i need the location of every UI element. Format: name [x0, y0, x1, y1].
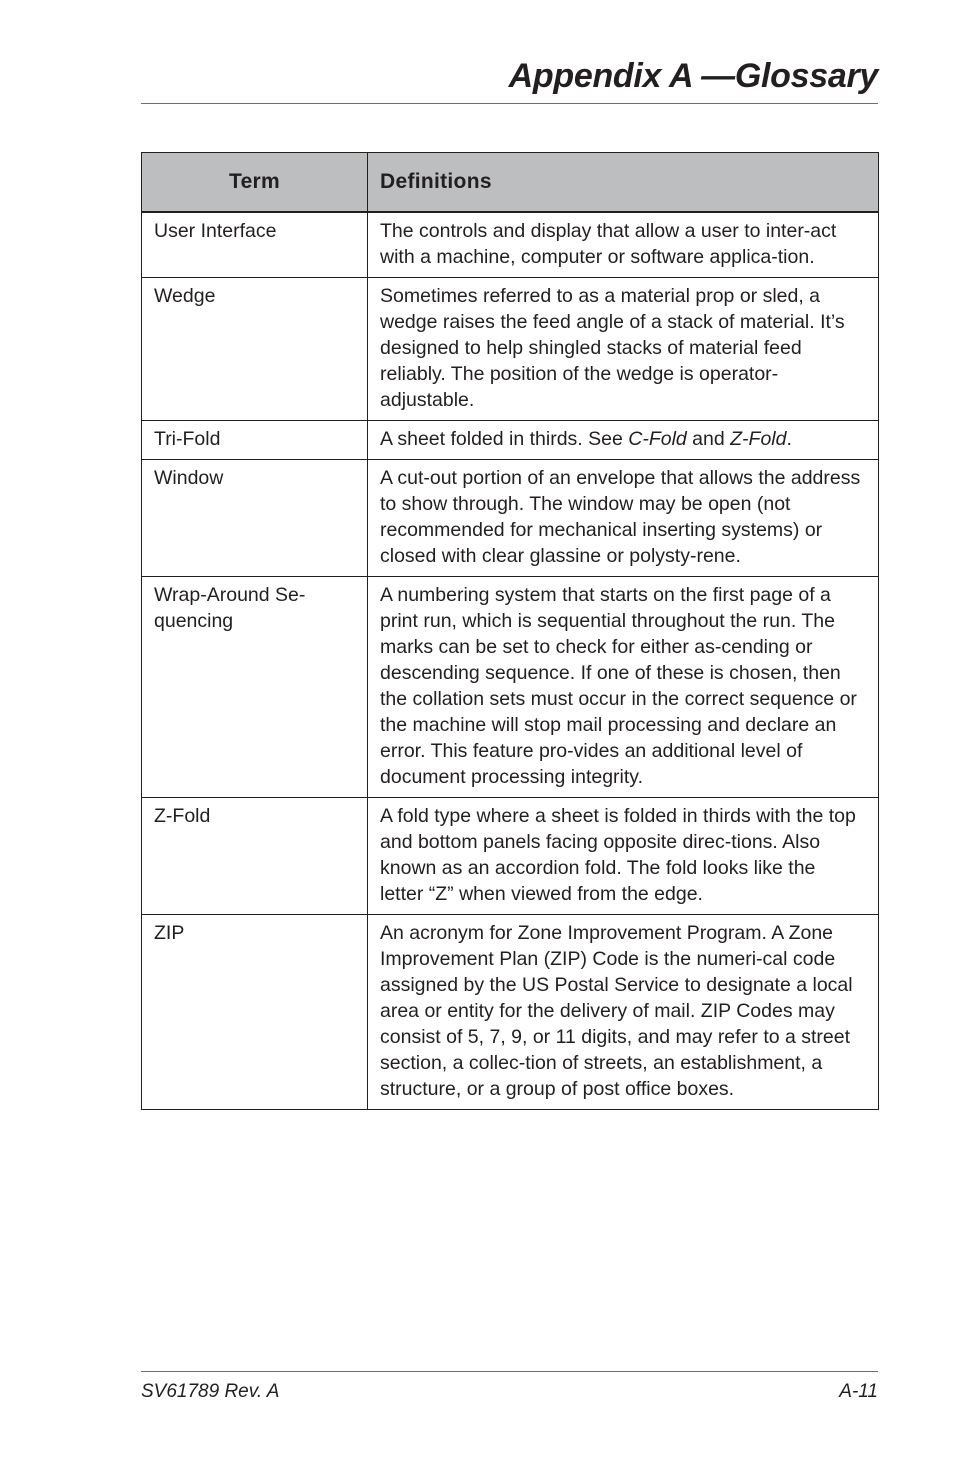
table-row — [142, 915, 879, 1110]
definition-text: . — [786, 428, 792, 450]
term-cell: Window — [142, 460, 368, 577]
column-header-definitions: Definitions — [368, 153, 879, 213]
term-cell: User Interface — [142, 212, 368, 278]
term-cell: Z-Fold — [142, 798, 368, 915]
definition-text: A sheet folded in thirds. See — [380, 428, 629, 450]
title-divider — [141, 103, 878, 104]
definition-cell: The controls and display that allow a user to inter-act with a machine, computer or software applica-tion. — [368, 212, 879, 278]
definition-cell: A cut-out portion of an envelope that allows the address to show through. The window may be open (not recommended for mechanical inserting systems) or closed with clear glassine or polysty-rene. — [368, 460, 879, 577]
term-cell: Tri-Fold — [142, 421, 368, 460]
glossary-table — [141, 152, 879, 1110]
table-row — [142, 577, 879, 798]
definition-cell: A numbering system that starts on the first page of a print run, which is sequential throughout the run. The marks can be set to check for either as-cending or descending sequence. If one of these is chosen, then the collation sets must occur in the correct sequence or the machine will stop mail processing and declare an error. This feature pro-vides an additional level of document processing integrity. — [368, 577, 879, 798]
table-row — [142, 460, 879, 577]
table-row — [142, 278, 879, 421]
cross-reference-c-fold: C-Fold — [628, 428, 687, 450]
definition-cell: Sometimes referred to as a material prop or sled, a wedge raises the feed angle of a stack of material. It’s designed to help shingled stacks of material feed reliably. The position of the wedge is operator-adjustable. — [368, 278, 879, 421]
term-cell: Wrap-Around Se-quencing — [142, 577, 368, 798]
footer-divider — [141, 1371, 878, 1372]
page-title: Appendix A —Glossary — [508, 57, 878, 95]
term-cell: Wedge — [142, 278, 368, 421]
definition-cell: An acronym for Zone Improvement Program. A Zone Improvement Plan (ZIP) Code is the numeri-cal code assigned by the US Postal Service to designate a local area or entity for the delivery of mail. ZIP Codes may consist of 5, 7, 9, or 11 digits, and may refer to a street section, a collec-tion of streets, an establishment, a structure, or a group of post office boxes. — [368, 915, 879, 1110]
footer-document-id: SV61789 Rev. A — [141, 1381, 280, 1402]
table-row — [142, 798, 879, 915]
cross-reference-z-fold: Z-Fold — [730, 428, 787, 450]
definition-cell: A fold type where a sheet is folded in thirds with the top and bottom panels facing opposite direc-tions. Also known as an accordion fold. The fold looks like the letter “Z” when viewed from the edge. — [368, 798, 879, 915]
definition-cell — [368, 421, 879, 460]
footer-page-number: A-11 — [839, 1381, 878, 1402]
term-cell: ZIP — [142, 915, 368, 1110]
table-header-row — [142, 153, 879, 213]
table-row — [142, 212, 879, 278]
definition-text: and — [686, 428, 731, 450]
column-header-term: Term — [142, 153, 368, 213]
table-row — [142, 421, 879, 460]
